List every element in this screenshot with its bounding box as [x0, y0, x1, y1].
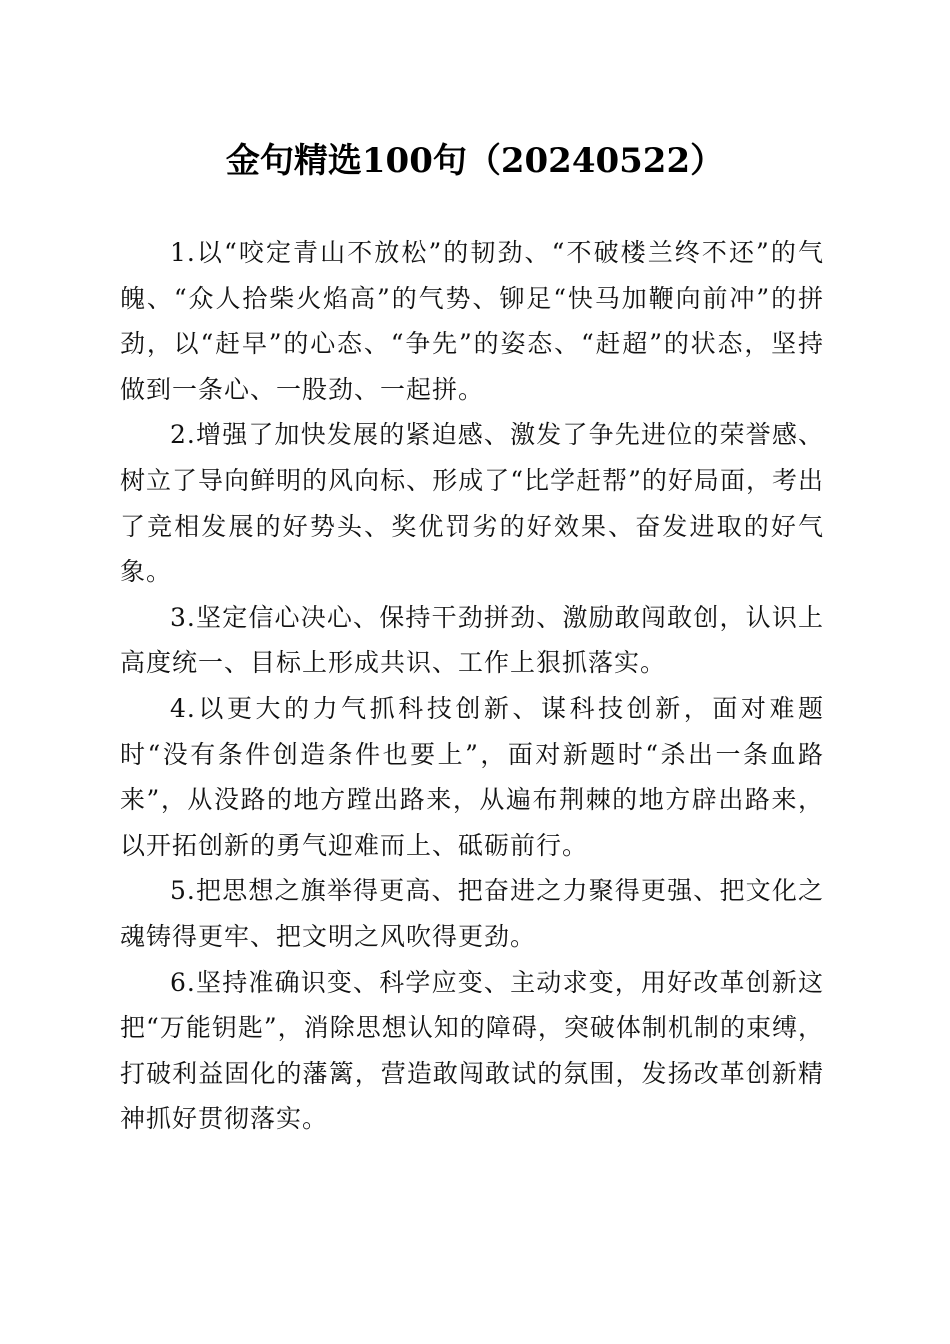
paragraph-4: 4.以更大的力气抓科技创新、谋科技创新，面对难题时“没有条件创造条件也要上”，面对新题时“杀出一条血路来”，从没路的地方蹚出路来，从遍布荆棘的地方辟出路来，以开拓创新的勇气迎难而上、砥砺前行。	[120, 693, 824, 860]
paragraph-3: 3.坚定信心决心、保持干劲拼劲、激励敢闯敢创，认识上高度统一、目标上形成共识、工作上狠抓落实。	[120, 602, 824, 678]
paragraph-6: 6.坚持准确识变、科学应变、主动求变，用好改革创新这把“万能钥匙”，消除思想认知的障碍，突破体制机制的束缚，打破利益固化的藩篱，营造敢闯敢试的氛围，发扬改革创新精神抓好贯彻落实。	[120, 967, 824, 1134]
paragraph-1: 1.以“咬定青山不放松”的韧劲、“不破楼兰终不还”的气魄、“众人拾柴火焰高”的气势、铆足“快马加鞭向前冲”的拼劲，以“赶早”的心态、“争先”的姿态、“赶超”的状态，坚持做到一条心、一股劲、一起拼。	[120, 238, 824, 404]
document-body	[120, 230, 824, 1142]
paragraph-5: 5.把思想之旗举得更高、把奋进之力聚得更强、把文化之魂铸得更牢、把文明之风吹得更劲。	[120, 876, 824, 951]
document-title: 金句精选100句（20240522）	[225, 141, 725, 181]
paragraph-2: 2.增强了加快发展的紧迫感、激发了争先进位的荣誉感、树立了导向鲜明的风向标、形成了“比学赶帮”的好局面，考出了竞相发展的好势头、奖优罚劣的好效果、奋发进取的好气象。	[120, 420, 824, 587]
